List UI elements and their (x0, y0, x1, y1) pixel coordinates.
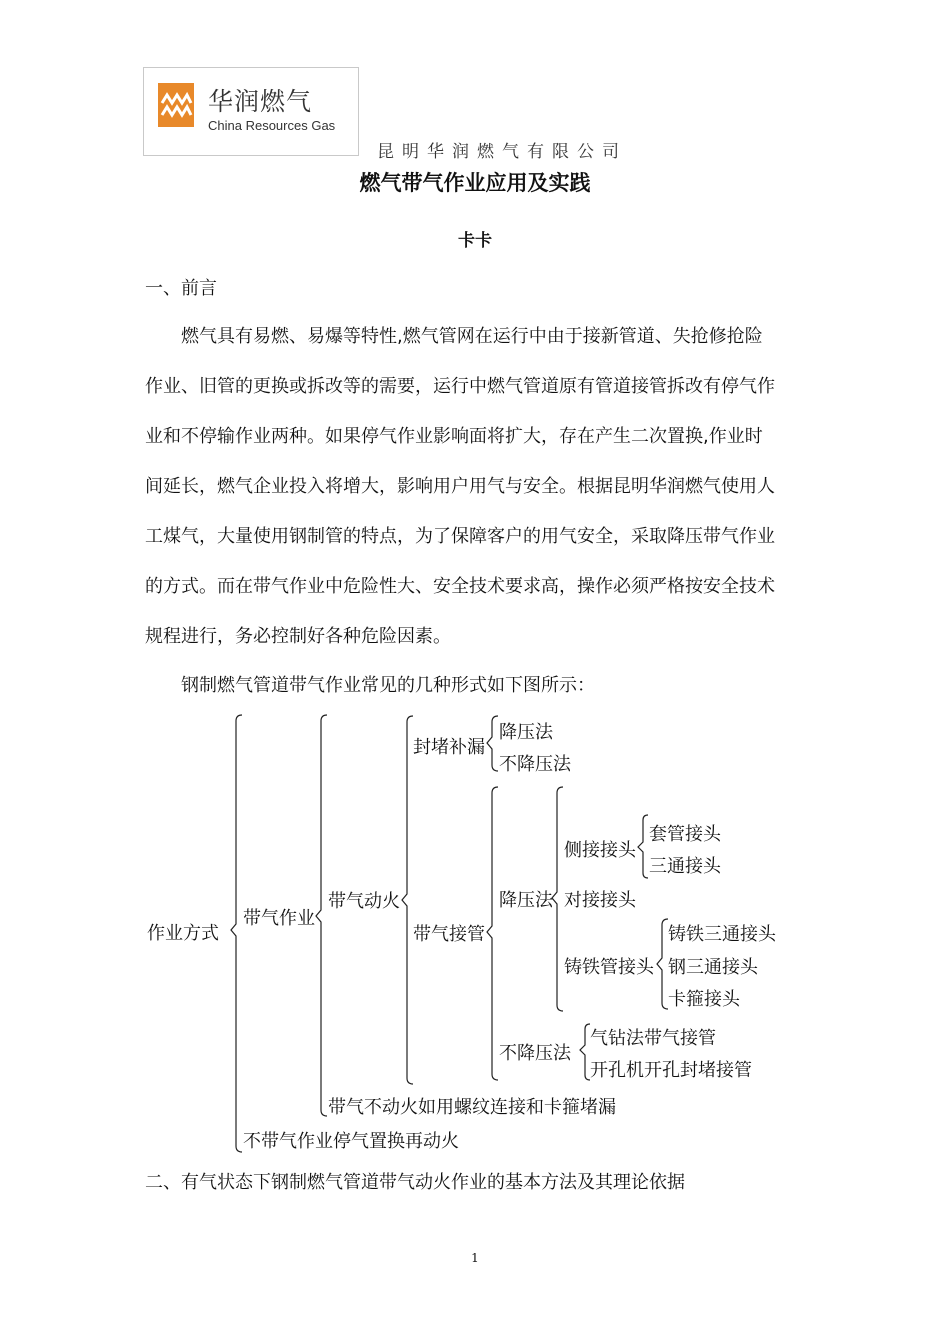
tree-tee-joint: 三通接头 (649, 856, 721, 877)
tree-root-operation-method: 作业方式 (147, 923, 219, 944)
tree-clamp-joint: 卡箍接头 (668, 989, 740, 1010)
tree-sleeve-joint: 套管接头 (649, 824, 721, 845)
figure-intro: 钢制燃气管道带气作业常见的几种形式如下图所示： (181, 675, 595, 696)
tree-plug-reduced-pressure: 降压法 (499, 722, 553, 743)
paragraph-line: 的方式。而在带气作业中危险性大、安全技术要求高，操作必须严格按安全技术 (145, 576, 775, 597)
section-1-heading: 一、前言 (145, 278, 217, 299)
paragraph-line: 作业、旧管的更换或拆改等的需要，运行中燃气管道原有管道接管拆改有停气作 (145, 376, 775, 397)
tree-cast-iron-tee: 铸铁三通接头 (668, 924, 776, 945)
tree-connect-reduced-pressure: 降压法 (499, 890, 553, 911)
tree-hole-cutting-method: 开孔机开孔封堵接管 (590, 1060, 752, 1081)
tree-steel-tee: 钢三通接头 (668, 957, 758, 978)
document-title: 燃气带气作业应用及实践 (359, 171, 591, 195)
tree-live-gas-cold-work: 带气不动火如用螺纹连接和卡箍堵漏 (328, 1097, 616, 1118)
paragraph-line: 规程进行，务必控制好各种危险因素。 (145, 626, 451, 647)
tree-plug-and-repair: 封堵补漏 (413, 737, 485, 758)
page-number: 1 (471, 1251, 479, 1265)
paragraph-line: 燃气具有易燃、易爆等特性,燃气管网在运行中由于接新管道、失抢修抢险 (181, 326, 763, 347)
tree-shutdown-operation: 不带气作业停气置换再动火 (243, 1131, 459, 1152)
tree-side-joint: 侧接接头 (564, 840, 636, 861)
tree-gas-drill-method: 气钻法带气接管 (590, 1028, 716, 1049)
paragraph-line: 间延长，燃气企业投入将增大，影响用户用气与安全。根据昆明华润燃气使用人 (145, 476, 775, 497)
section-2-heading: 二、有气状态下钢制燃气管道带气动火作业的基本方法及其理论依据 (145, 1172, 685, 1193)
company-name: 昆明华润燃气有限公司 (377, 142, 627, 162)
tree-live-gas-operation: 带气作业 (243, 908, 315, 929)
tree-cast-iron-joint: 铸铁管接头 (564, 957, 654, 978)
tree-connect-full-pressure: 不降压法 (499, 1043, 571, 1064)
tree-plug-full-pressure: 不降压法 (499, 754, 571, 775)
tree-live-gas-hot-work: 带气动火 (328, 891, 400, 912)
paragraph-line: 业和不停输作业两种。如果停气作业影响面将扩大，存在产生二次置换,作业时 (145, 426, 763, 447)
tree-live-gas-connection: 带气接管 (413, 924, 485, 945)
tree-butt-joint: 对接接头 (564, 890, 636, 911)
logo-chinese-name: 华润燃气 (208, 87, 313, 116)
logo-english-name: China Resources Gas (208, 118, 336, 133)
paragraph-line: 工煤气，大量使用钢制管的特点，为了保障客户的用气安全，采取降压带气作业 (145, 526, 775, 547)
document-author: 卡卡 (458, 231, 492, 251)
